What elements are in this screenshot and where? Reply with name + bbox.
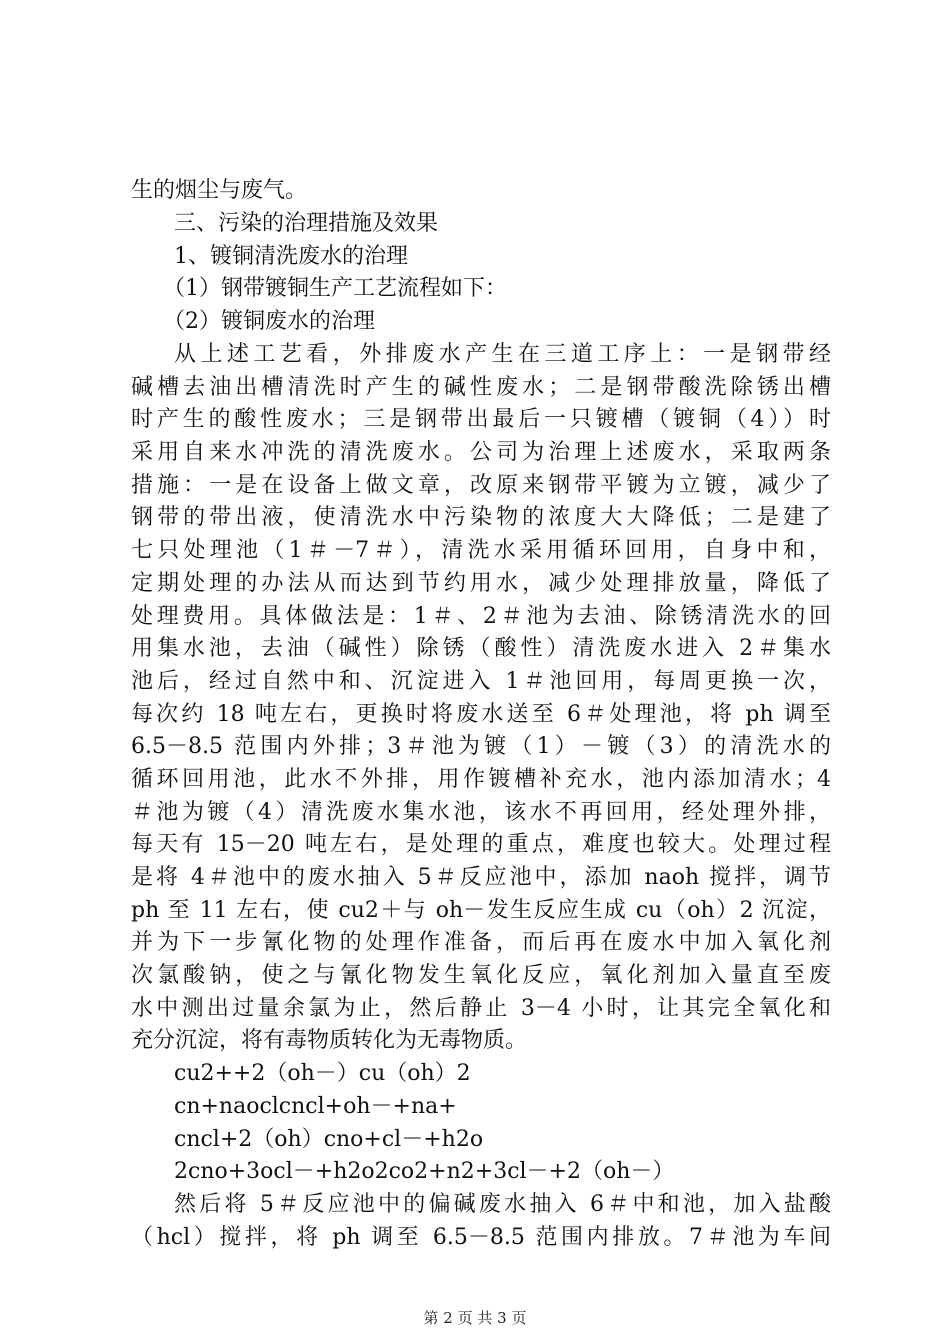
paragraph-line: 6.5－8.5 范围内外排；3＃池为镀（1）－镀（3）的清洗水的 (131, 734, 831, 759)
paragraph-line: 每天有 15－20 吨左右，是处理的重点，难度也较大。处理过程 (131, 832, 831, 857)
section-heading: 三、污染的治理措施及效果 (174, 211, 439, 236)
chemical-equation: 2cno+3ocl－+h2o2co2+n2+3cl－+2（oh－） (174, 1159, 675, 1184)
paragraph-line: 并为下一步氰化物的处理作准备，而后再在废水中加入氧化剂 (131, 930, 831, 955)
page-number-footer: 第 2 页 共 3 页 (423, 1309, 527, 1327)
chemical-equation: cu2++2（oh－）cu（oh）2 (174, 1061, 471, 1086)
paragraph-line: 每次约 18 吨左右，更换时将废水送至 6＃处理池，将 ph 调至 (131, 702, 831, 727)
paragraph-line: 是将 4＃池中的废水抽入 5＃反应池中，添加 naoh 搅拌，调节 (131, 865, 831, 890)
item-heading: （1）钢带镀铜生产工艺流程如下： (163, 276, 507, 301)
paragraph-line: 时产生的酸性废水；三是钢带出最后一只镀槽（镀铜（4））时 (131, 407, 831, 432)
paragraph-line: 碱槽去油出槽清洗时产生的碱性废水；二是钢带酸洗除锈出槽 (131, 375, 831, 400)
paragraph-line: 定期处理的办法从而达到节约用水，减少处理排放量，降低了 (131, 571, 831, 596)
paragraph-line: ＃池为镀（4）清洗废水集水池，该水不再回用，经处理外排， (131, 800, 831, 825)
subsection-heading: 1、镀铜清洗废水的治理 (174, 244, 408, 269)
paragraph-line: 措施：一是在设备上做文章，改原来钢带平镀为立镀，减少了 (131, 473, 831, 498)
paragraph-line: 用集水池，去油（碱性）除锈（酸性）清洗废水进入 2＃集水 (131, 636, 831, 661)
paragraph-line: 采用自来水冲洗的清洗废水。公司为治理上述废水，采取两条 (131, 440, 831, 465)
paragraph-line: 钢带的带出液，使清洗水中污染物的浓度大大降低；二是建了 (131, 505, 831, 530)
paragraph-line: 七只处理池（1＃－7＃），清洗水采用循环回用，自身中和， (131, 538, 831, 563)
paragraph-line: 次氯酸钠，使之与氰化物发生氧化反应，氧化剂加入量直至废 (131, 963, 831, 988)
paragraph-line: 从上述工艺看，外排废水产生在三道工序上：一是钢带经 (174, 342, 831, 367)
paragraph-line: 池后，经过自然中和、沉淀进入 1＃池回用，每周更换一次， (131, 669, 831, 694)
paragraph-line: 充分沉淀，将有毒物质转化为无毒物质。 (131, 1028, 528, 1053)
paragraph-line: 然后将 5＃反应池中的偏碱废水抽入 6＃中和池，加入盐酸 (174, 1192, 831, 1217)
chemical-equation: cncl+2（oh）cno+cl－+h2o (174, 1127, 484, 1152)
paragraph-line: 生的烟尘与废气。 (131, 178, 308, 203)
item-heading: （2）镀铜废水的治理 (163, 309, 375, 334)
paragraph-line: 循环回用池，此水不外排，用作镀槽补充水，池内添加清水；4 (131, 767, 831, 792)
paragraph-line: （hcl）搅拌，将 ph 调至 6.5－8.5 范围内排放。7＃池为车间 (131, 1225, 831, 1250)
paragraph-line: 水中测出过量余氯为止，然后静止 3－4 小时，让其完全氧化和 (131, 996, 831, 1021)
paragraph-line: ph 至 11 左右，使 cu2＋与 oh－发生反应生成 cu（oh）2 沉淀， (131, 898, 831, 923)
chemical-equation: cn+naoclcncl+oh－+na+ (174, 1094, 457, 1119)
paragraph-line: 处理费用。具体做法是：1＃、2＃池为去油、除锈清洗水的回 (131, 604, 831, 629)
